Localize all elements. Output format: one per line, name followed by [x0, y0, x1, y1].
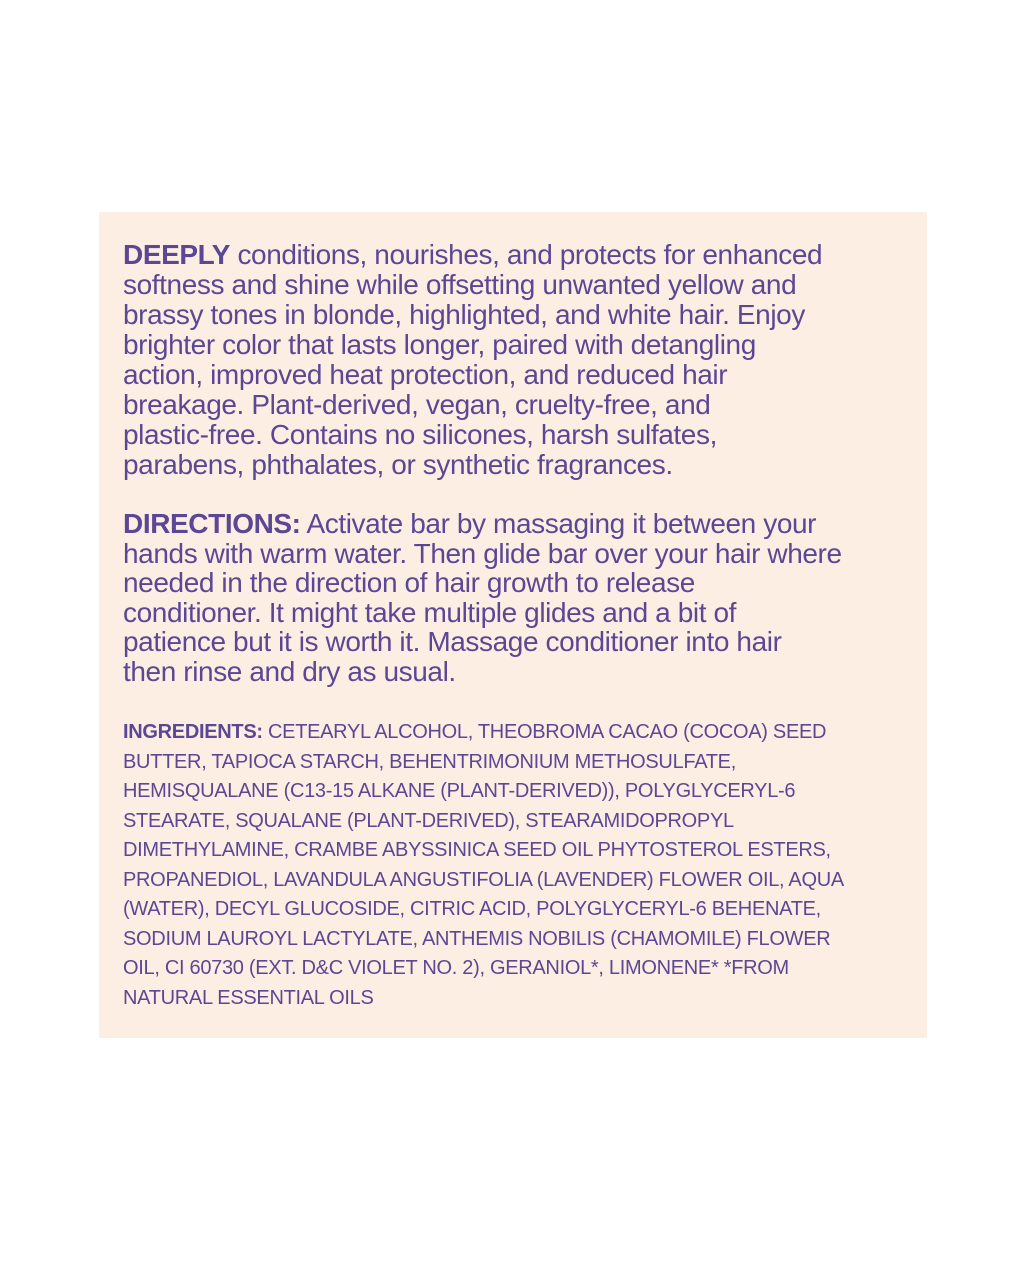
- description-line: parabens, phthalates, or synthetic fragrances.: [123, 449, 673, 480]
- ingredients-line: HEMISQUALANE (C13-15 ALKANE (PLANT-DERIVED)), POLYGLYCERYL-6: [123, 780, 796, 802]
- ingredients-line: [123, 718, 844, 748]
- ingredients-line: PROPANEDIOL, LAVANDULA ANGUSTIFOLIA (LAVENDER) FLOWER OIL, AQUA: [123, 868, 844, 891]
- directions-paragraph: [123, 509, 842, 686]
- description-line-text: conditions, nourishes, and protects for enhanced: [230, 239, 823, 270]
- ingredients-line: STEARATE, SQUALANE (PLANT-DERIVED), STEARAMIDOPROPYL: [123, 809, 734, 832]
- ingredients-line: SODIUM LAUROYL LACTYLATE, ANTHEMIS NOBILIS (CHAMOMILE) FLOWER: [123, 927, 831, 950]
- description-line: breakage. Plant-derived, vegan, cruelty-free, and: [123, 389, 711, 420]
- ingredients-heading: INGREDIENTS:: [123, 721, 263, 743]
- description-line: action, improved heat protection, and reduced hair: [123, 359, 728, 390]
- product-label-card: [99, 212, 927, 1038]
- description-paragraph: [123, 240, 822, 480]
- directions-line: hands with warm water. Then glide bar over your hair where: [123, 537, 842, 569]
- description-line: [123, 240, 822, 270]
- directions-line: then rinse and dry as usual.: [123, 655, 456, 687]
- ingredients-line: BUTTER, TAPIOCA STARCH, BEHENTRIMONIUM METHOSULFATE,: [123, 750, 736, 773]
- ingredients-line: NATURAL ESSENTIAL OILS: [123, 986, 374, 1009]
- directions-line: needed in the direction of hair growth to release: [123, 567, 695, 598]
- ingredients-line: DIMETHYLAMINE, CRAMBE ABYSSINICA SEED OIL PHYTOSTEROL ESTERS,: [123, 839, 831, 861]
- directions-heading: DIRECTIONS:: [123, 508, 301, 539]
- directions-line-text: Activate bar by massaging it between your: [300, 508, 817, 539]
- directions-line: conditioner. It might take multiple glides and a bit of: [123, 596, 737, 628]
- ingredients-line-text: CETEARYL ALCOHOL, THEOBROMA CACAO (COCOA) SEED: [262, 721, 827, 743]
- ingredients-line: OIL, CI 60730 (EXT. D&C VIOLET NO. 2), GERANIOL*, LIMONENE* *FROM: [123, 957, 789, 979]
- description-line: brighter color that lasts longer, paired with detangling: [123, 329, 756, 360]
- description-lead: DEEPLY: [123, 239, 231, 270]
- description-line: plastic-free. Contains no silicones, harsh sulfates,: [123, 419, 717, 450]
- directions-line: [123, 509, 842, 539]
- ingredients-line: (WATER), DECYL GLUCOSIDE, CITRIC ACID, POLYGLYCERYL-6 BEHENATE,: [123, 898, 821, 920]
- description-line: softness and shine while offsetting unwanted yellow and: [123, 269, 797, 300]
- ingredients-paragraph: [123, 718, 844, 1013]
- description-line: brassy tones in blonde, highlighted, and white hair. Enjoy: [123, 299, 805, 330]
- directions-line: patience but it is worth it. Massage conditioner into hair: [123, 626, 782, 657]
